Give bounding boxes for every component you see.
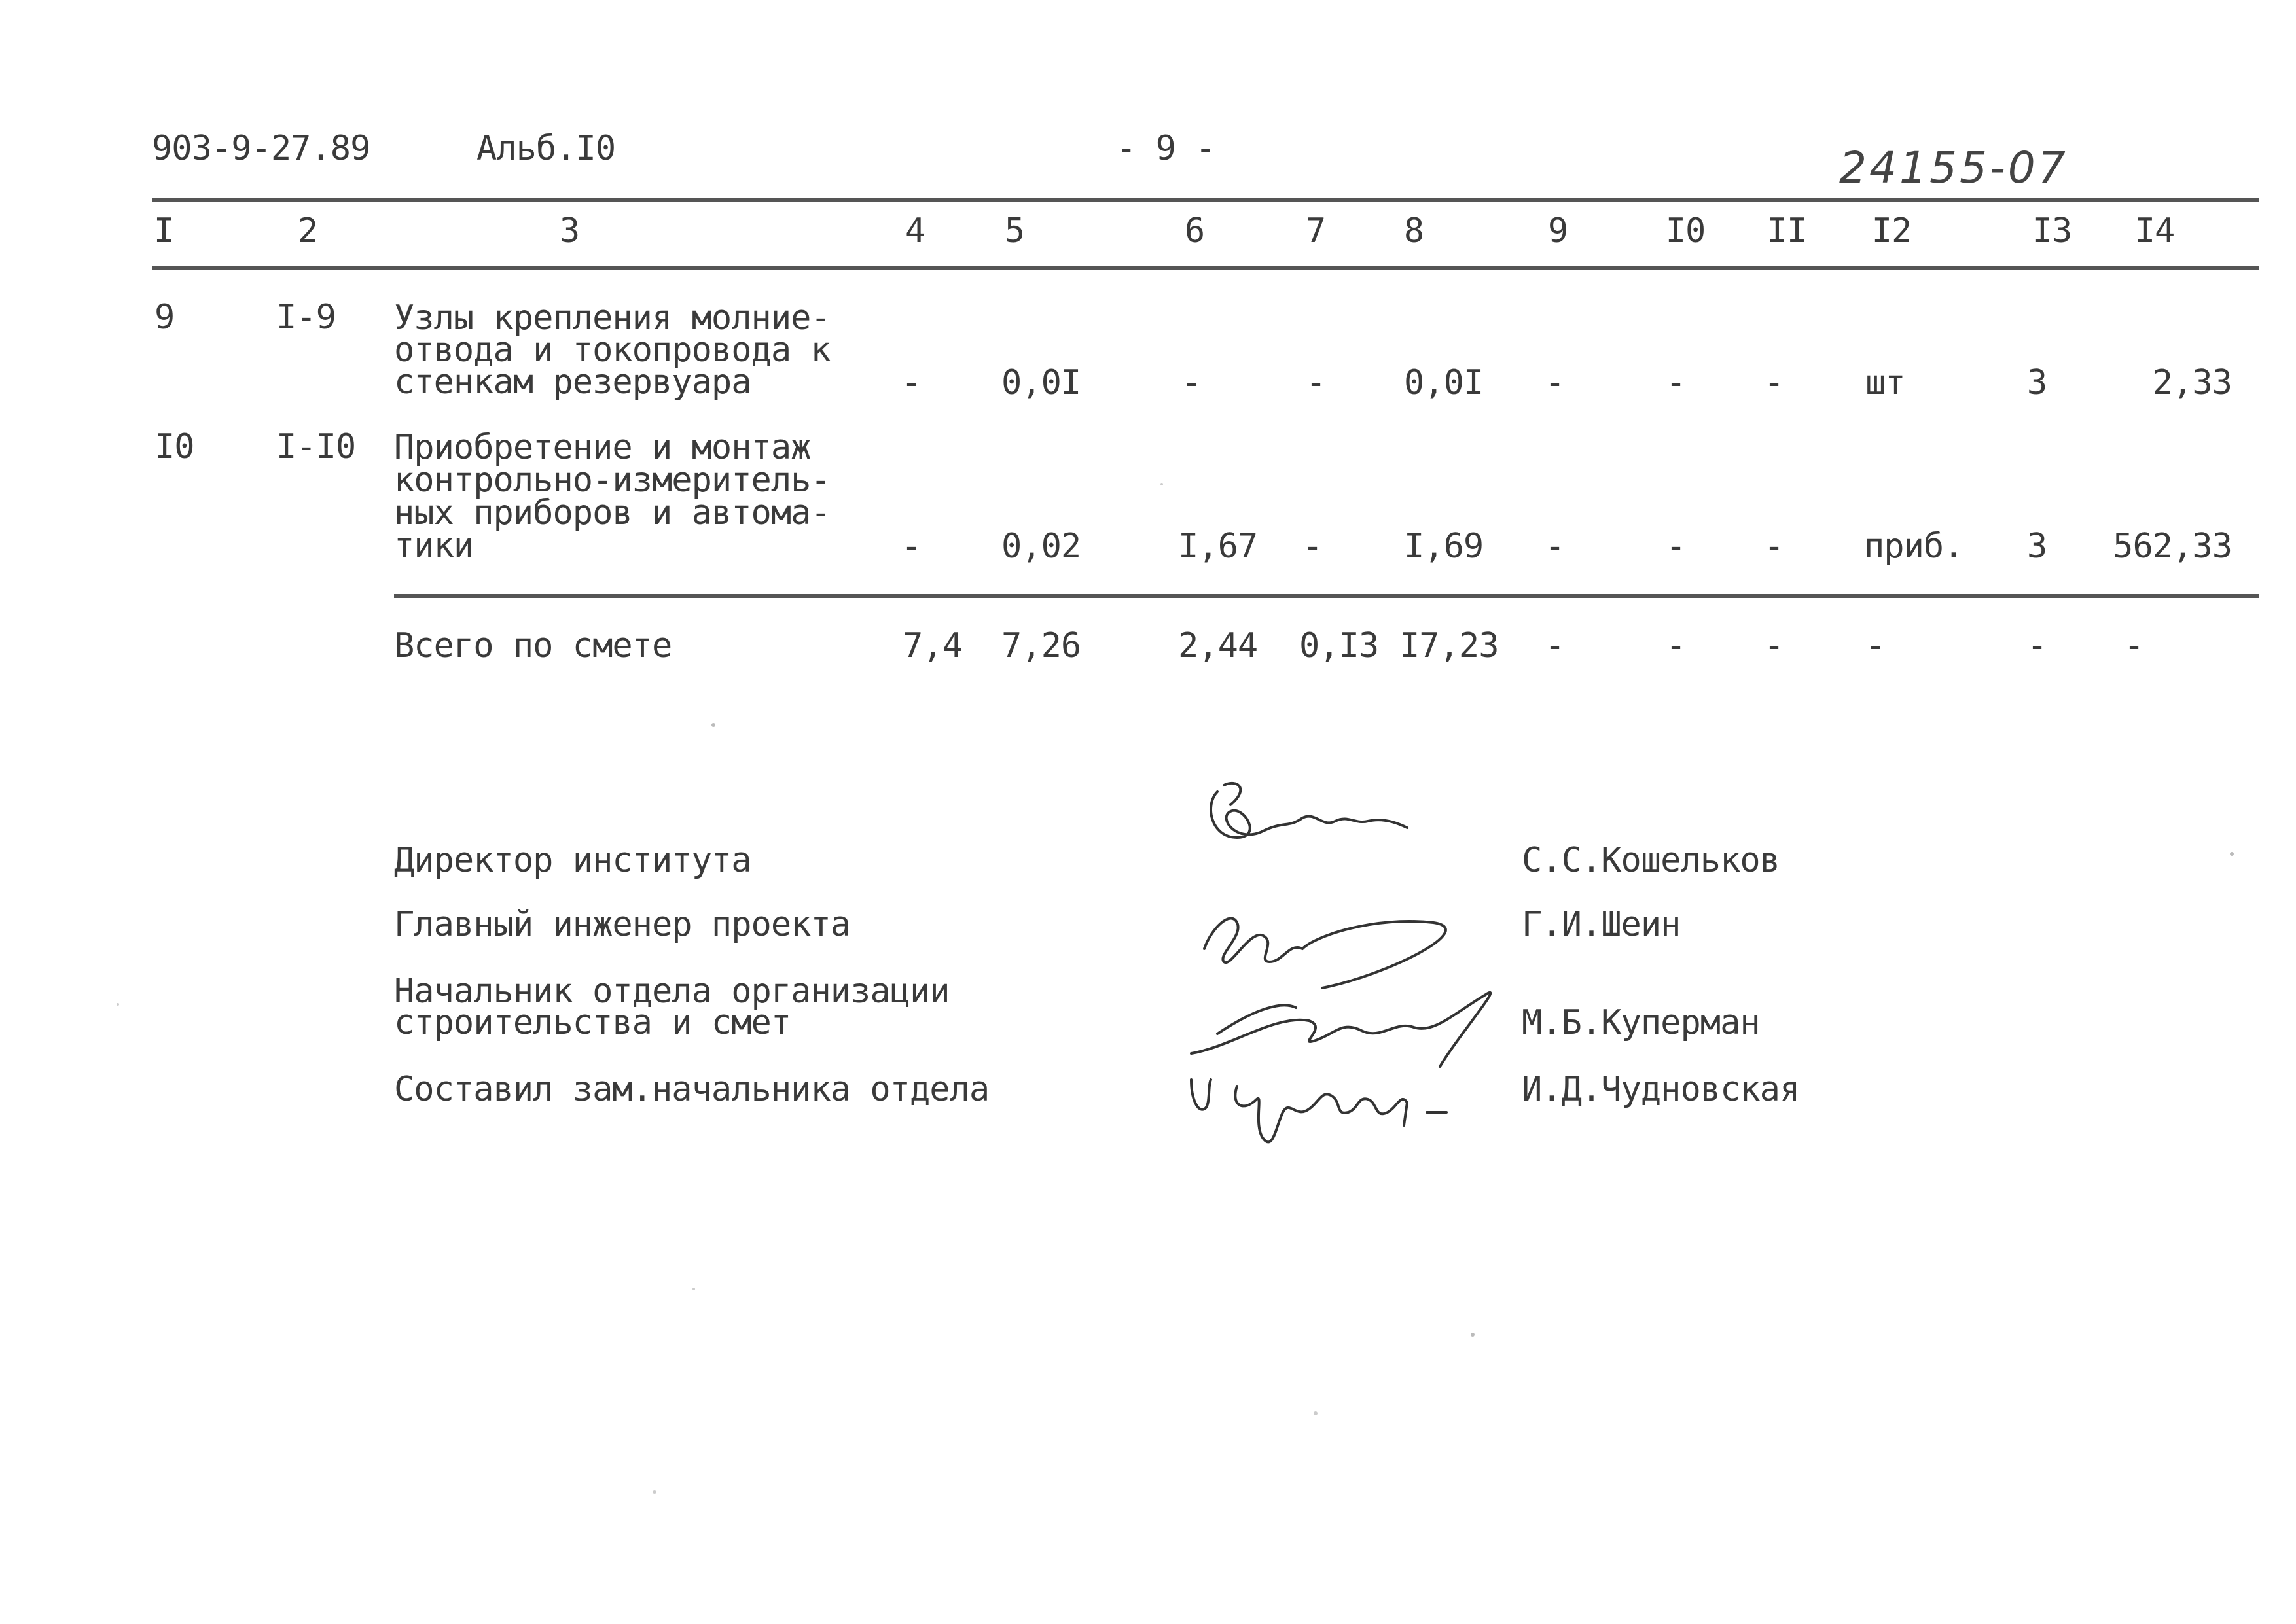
signer-role: Главный инженер проекта (394, 905, 851, 944)
total-col6: 2,44 (1178, 626, 1258, 665)
signer-role: Начальник отдела организации (394, 972, 950, 1011)
cell-col10: - (1665, 527, 1686, 566)
signer-name: М.Б.Куперман (1522, 1003, 1760, 1042)
col-num: I0 (1665, 211, 1706, 251)
signer-role: Составил зам.начальника отдела (394, 1070, 990, 1109)
total-col5: 7,26 (1001, 626, 1081, 665)
cell-col6: - (1181, 363, 1202, 402)
cell-col8: 0,0I (1404, 363, 1484, 402)
total-col4: 7,4 (903, 626, 962, 665)
col-num: 7 (1305, 211, 1326, 251)
signer-name: И.Д.Чудновская (1522, 1070, 1800, 1109)
signer-name: Г.И.Шеин (1522, 905, 1681, 944)
col-num: I2 (1871, 211, 1912, 251)
total-label: Всего по смете (394, 626, 672, 665)
col-num: 4 (905, 211, 925, 251)
cell-col11: - (1763, 527, 1784, 566)
total-col9: - (1544, 626, 1565, 665)
row-description-line: отвода и токопровода к (394, 330, 831, 370)
row-description-line: стенкам резервуара (394, 362, 751, 402)
total-col10: - (1665, 626, 1686, 665)
total-col13: - (2026, 626, 2047, 665)
row-code: I-I0 (276, 427, 356, 467)
cell-col12: шт (1865, 363, 1905, 402)
col-num: I (153, 211, 174, 251)
cell-col5: 0,0I (1001, 363, 1081, 402)
cell-col13: 3 (2026, 527, 2047, 566)
cell-col6: I,67 (1178, 527, 1258, 566)
cell-col10: - (1665, 363, 1686, 402)
col-num: 8 (1403, 211, 1424, 251)
cell-col13: 3 (2026, 363, 2047, 402)
total-col11: - (1763, 626, 1784, 665)
col-num: 6 (1184, 211, 1205, 251)
inventory-number: 24155-07 (1839, 143, 2068, 193)
cell-col12: приб. (1864, 527, 1964, 566)
album-number: Альб.I0 (476, 129, 616, 168)
col-num: 3 (559, 211, 580, 251)
cell-col5: 0,02 (1001, 527, 1081, 566)
cell-col4: - (901, 363, 922, 402)
page-number: - 9 - (1116, 129, 1215, 168)
doc-code: 903-9-27.89 (152, 129, 370, 168)
row-code: I-9 (276, 298, 336, 337)
col-num: I3 (2032, 211, 2072, 251)
row-number: 9 (154, 298, 175, 337)
signer-name: С.С.Кошельков (1522, 841, 1780, 880)
cell-col7: - (1305, 363, 1326, 402)
row-description-line: тики (394, 526, 474, 565)
cell-col9: - (1544, 363, 1565, 402)
total-col12: - (1865, 626, 1886, 665)
col-num: 5 (1004, 211, 1025, 251)
signer-role: Директор института (394, 841, 751, 880)
col-num: 9 (1547, 211, 1568, 251)
cell-col7: - (1302, 527, 1323, 566)
total-col7: 0,I3 (1299, 626, 1379, 665)
cell-col14: 2,33 (2152, 363, 2232, 402)
cell-col4: - (901, 527, 922, 566)
cell-col14: 562,33 (2113, 527, 2232, 566)
row-description-line: ных приборов и автома- (394, 493, 831, 533)
col-num: I4 (2134, 211, 2175, 251)
row-description-line: Приобретение и монтаж (394, 428, 811, 467)
cell-col9: - (1544, 527, 1565, 566)
row-description-line: Узлы крепления молние- (394, 298, 831, 338)
row-number: I0 (154, 427, 194, 467)
col-num: II (1767, 211, 1807, 251)
total-col8: I7,23 (1399, 626, 1499, 665)
row-description-line: контрольно-измеритель- (394, 461, 831, 500)
cell-col11: - (1763, 363, 1784, 402)
signer-role: строительства и смет (394, 1003, 791, 1042)
col-num: 2 (297, 211, 318, 251)
total-col14: - (2123, 626, 2144, 665)
cell-col8: I,69 (1404, 527, 1484, 566)
